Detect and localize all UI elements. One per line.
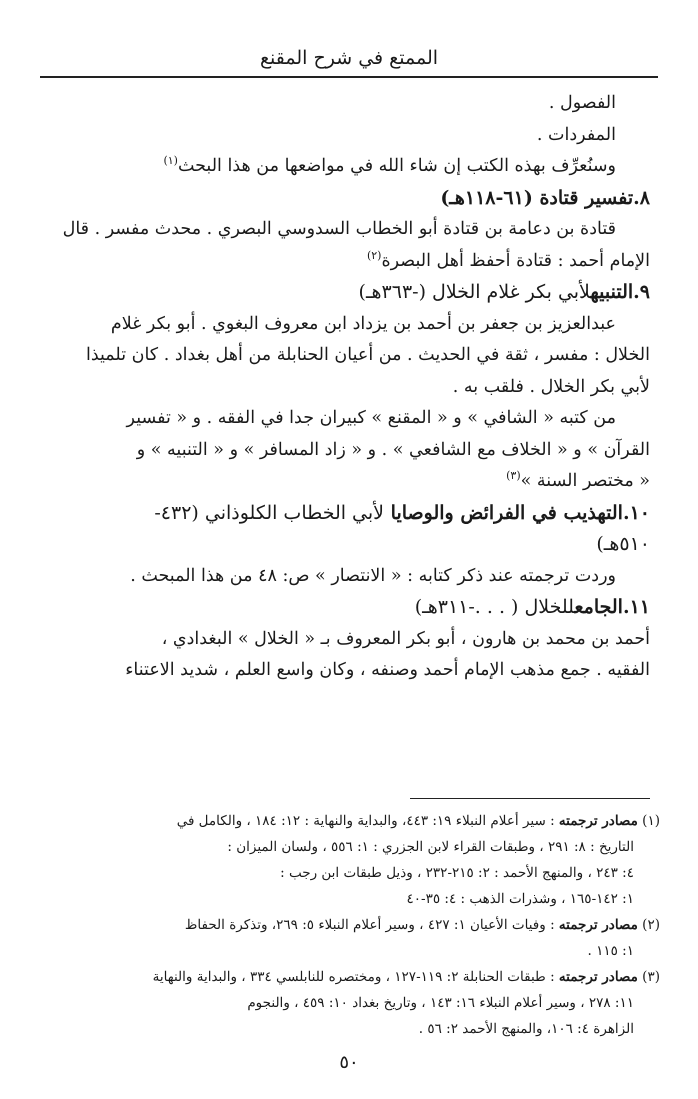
section-heading: ١١.الجامعللخلال ( . . .-٣١١هـ) xyxy=(414,596,650,618)
section-heading-cont: ٥١٠هـ) xyxy=(596,533,650,555)
text-line: قتادة بن دعامة بن قتادة أبو الخطاب السدوسي البصري . محدث مفسر . قال xyxy=(62,219,616,239)
text-line: أحمد بن محمد بن هارون ، أبو بكر المعروف بـ « الخلال » البغدادي ، xyxy=(161,628,650,649)
text-line: عبدالعزيز بن جعفر بن أحمد بن يزداد ابن معروف البغوي . أبو بكر غلام xyxy=(110,313,616,334)
footnote-line: التاريخ : ٨: ٢٩١ ، وطبقات القراء لابن الجزري : ١: ٥٥٦ ، ولسان الميزان : xyxy=(227,839,634,855)
running-header xyxy=(40,40,658,78)
footnote-line: ١١: ٢٧٨ ، وسير أعلام النبلاء ١٦: ١٤٣ ، وتاريخ بغداد ١٠: ٤٥٩ ، والنجوم xyxy=(247,995,634,1011)
main-text xyxy=(42,88,650,687)
text-line: لأبي بكر الخلال . فلقب به . xyxy=(452,376,650,397)
header-title: الممتع في شرح المقنع xyxy=(259,47,439,69)
footnote-line: ١: ١٤٢-١٦٥ ، وشذرات الذهب : ٤: ٣٥-٤٠ xyxy=(406,891,634,907)
footnote: (٣) مصادر ترجمته : طبقات الحنابلة ٢: ١١٩-١٢٧ ، ومختصره للنابلسي ٣٣٤ ، والبداية والنهاية xyxy=(152,969,660,985)
footnote-divider xyxy=(410,798,650,799)
footnote-ref: (٣) xyxy=(506,469,521,483)
section-heading: ٨.تفسير قتادة (٦١-١١٨هـ) xyxy=(440,186,650,209)
text-line: الإمام أحمد : قتادة أحفظ أهل البصرة$^{(٢)}$ xyxy=(366,248,650,271)
footnote-line: الزاهرة ٤: ١٠٦، والمنهج الأحمد ٢: ٥٦ . xyxy=(418,1021,634,1037)
section-heading: ٩.التنبيهلأبي بكر غلام الخلال (-٣٦٣هـ) xyxy=(358,281,650,303)
text-line: الفقيه . جمع مذهب الإمام أحمد وصنفه ، وكان واسع العلم ، شديد الاعتناء xyxy=(125,660,650,680)
text-line: الفصول . xyxy=(548,93,616,113)
footnote: (٢) مصادر ترجمته : وفيات الأعيان ١: ٤٢٧ ، وسير أعلام النبلاء ٥: ٢٦٩، وتذكرة الحفاظ xyxy=(184,917,660,933)
text-line: المفردات . xyxy=(536,124,616,145)
text-line: القرآن » و « الخلاف مع الشافعي » . و « زاد المسافر » و « التنبيه » و xyxy=(136,439,650,460)
text-line: وسنُعرِّف بهذه الكتب إن شاء الله في مواضعها من هذا البحث$^{(١)}$ xyxy=(163,154,616,176)
footnote-line: ١: ١١٥ . xyxy=(587,943,634,959)
footnote-ref: (٢) xyxy=(366,248,382,262)
footnote-ref: (١) xyxy=(163,154,178,168)
footnote: (١) مصادر ترجمته : سير أعلام النبلاء ١٩: ٤٤٣، والبداية والنهاية : ١٢: ١٨٤ ، والكامل في xyxy=(176,813,660,829)
text-line: الخلال : مفسر ، ثقة في الحديث . من أعيان الحنابلة من أهل بغداد . كان تلميذا xyxy=(85,345,650,365)
footnote-line: ٤: ٢٤٣ ، والمنهج الأحمد : ٢: ٢١٥-٢٣٢ ، وذيل طبقات ابن رجب : xyxy=(280,865,634,881)
page-number: ٥٠ xyxy=(339,1052,359,1073)
text-line: وردت ترجمته عند ذكر كتابه : « الانتصار » ص: ٤٨ من هذا المبحث . xyxy=(130,565,616,586)
text-line: « مختصر السنة »$^{(٣)}$ xyxy=(506,469,650,491)
section-heading: ١٠.التهذيب في الفرائض والوصايا لأبي الخطاب الكلوذاني (٤٣٢- xyxy=(154,501,650,524)
footnotes xyxy=(42,808,660,1042)
text-line: من كتبه « الشافي » و « المقنع » كبيران جدا في الفقه . و « تفسير xyxy=(126,408,616,428)
